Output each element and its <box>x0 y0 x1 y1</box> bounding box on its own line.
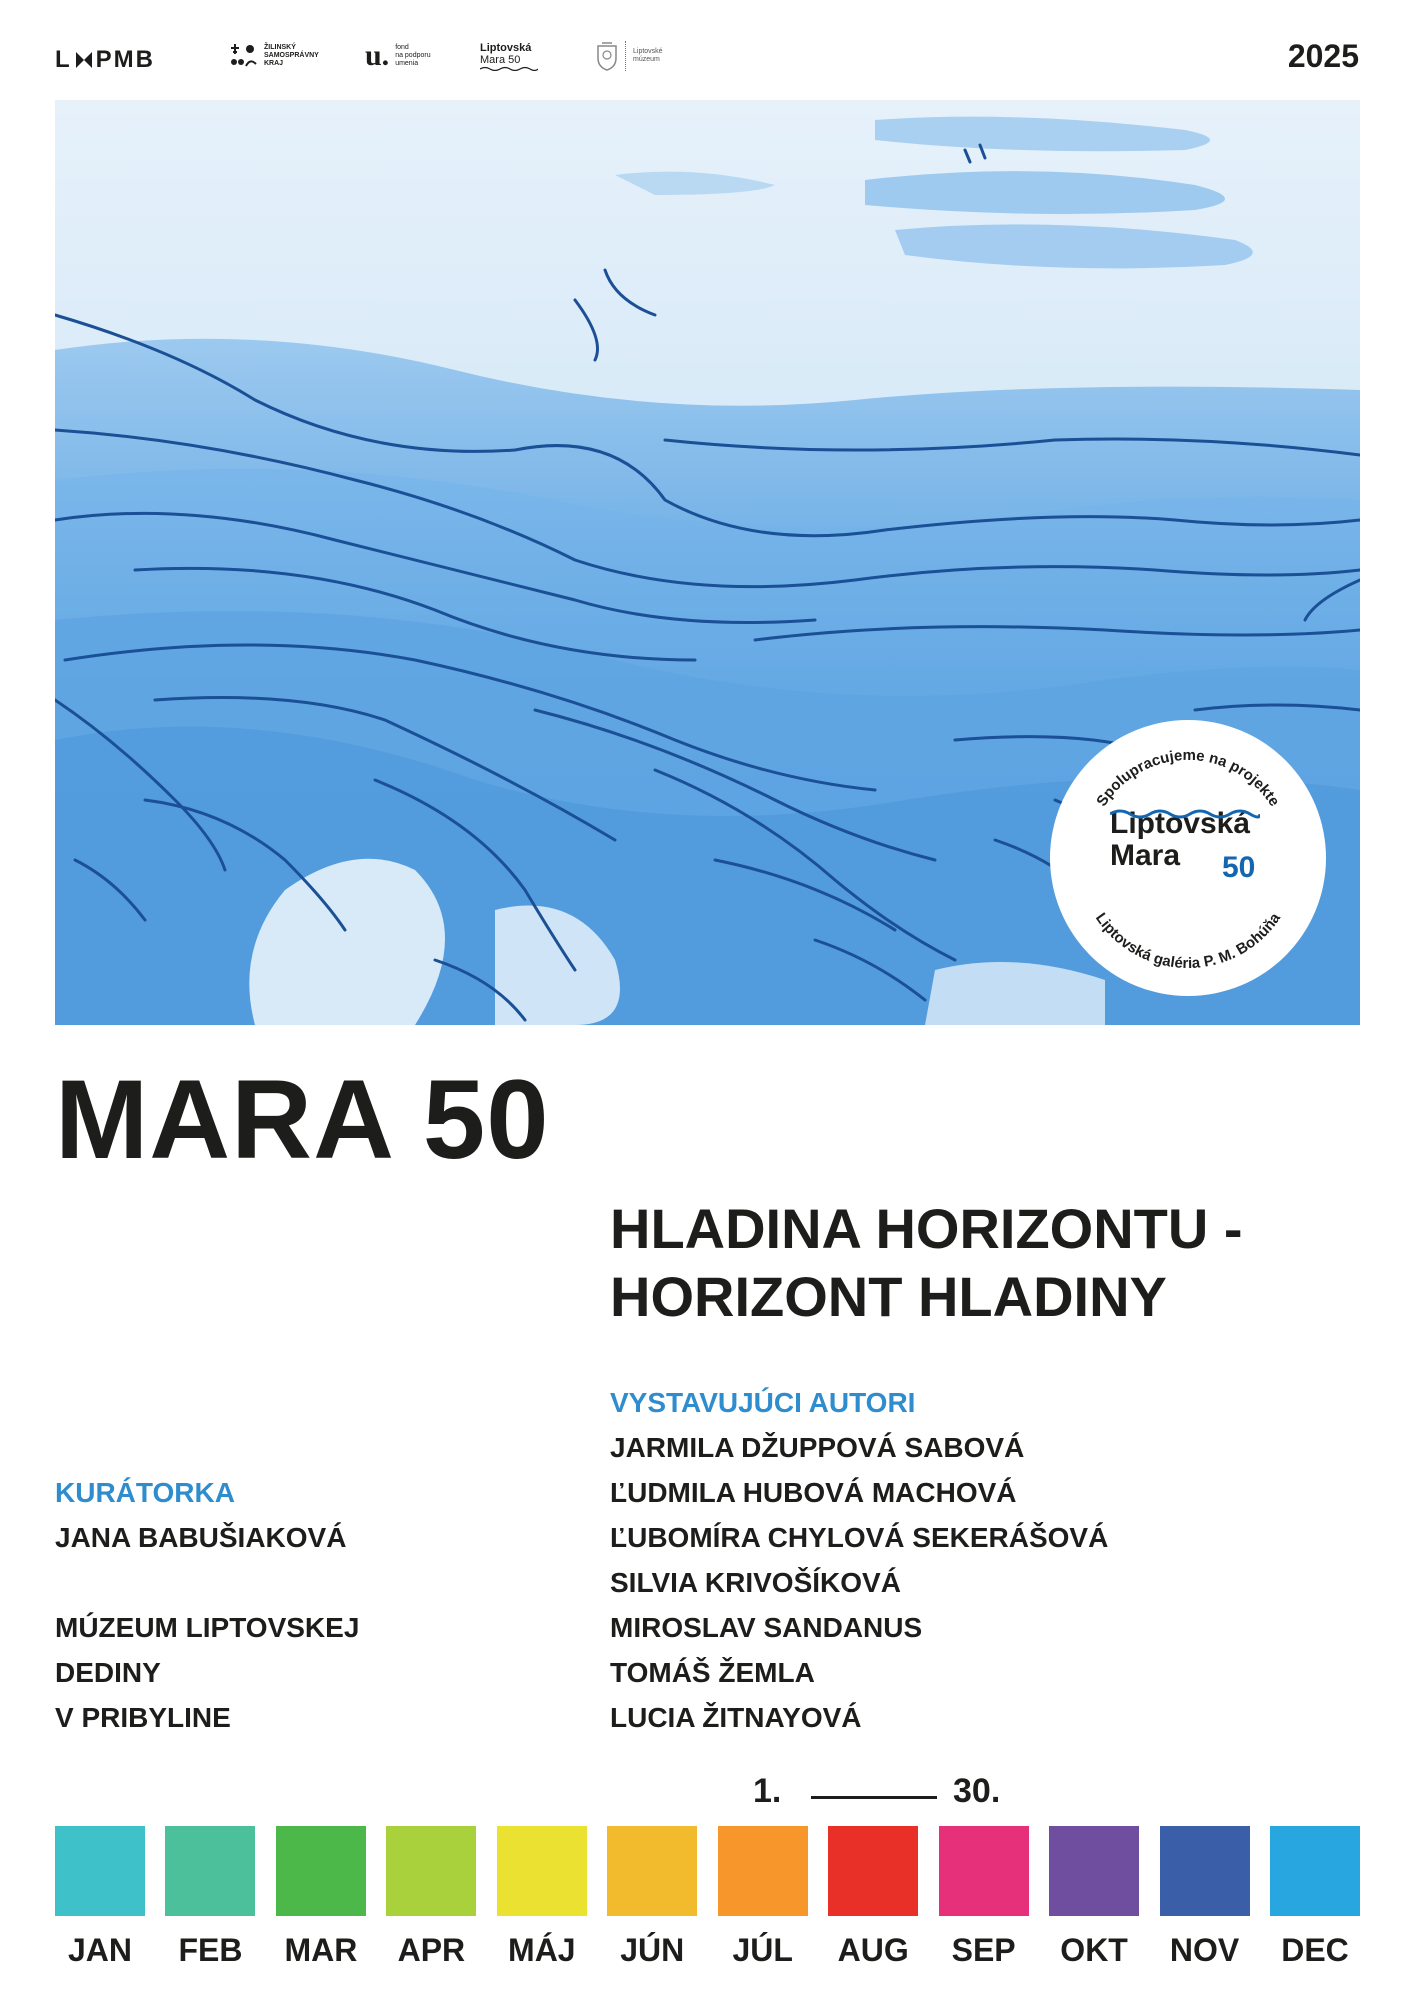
month-label: JAN <box>67 1932 132 1968</box>
month-label: JÚL <box>732 1932 793 1968</box>
badge-logo-number: 50 <box>1222 851 1256 884</box>
lgpmb-logo-right: PMB <box>95 46 156 73</box>
month-label: MÁJ <box>508 1932 576 1968</box>
month-feb <box>165 1826 255 1969</box>
author-item: ĽUDMILA HUBOVÁ MACHOVÁ <box>610 1477 1017 1508</box>
month-label: SEP <box>951 1932 1016 1968</box>
svg-text:Spolupracujeme na projekte <box>1093 747 1283 810</box>
date-range <box>753 1772 1013 1822</box>
liptovska-mara-logo <box>480 38 538 74</box>
author-item: JARMILA DŽUPPOVÁ SABOVÁ <box>610 1432 1025 1463</box>
fpu-text-2: na podporu <box>395 52 431 59</box>
lm-logo-line1: Liptovská <box>480 41 532 54</box>
author-item: ĽUBOMÍRA CHYLOVÁ SEKERÁŠOVÁ <box>610 1522 1109 1553</box>
venue-line2: DEDINY <box>55 1657 161 1688</box>
liptovske-muzeum-logo <box>595 38 663 74</box>
month-swatch <box>718 1826 808 1916</box>
month-jan <box>55 1826 145 1969</box>
museum-crest-icon <box>595 40 619 72</box>
badge-ring-top: Spolupracujeme na projekte <box>1093 746 1283 810</box>
lgpmb-logo <box>55 42 155 78</box>
month-swatch <box>939 1826 1029 1916</box>
month-label: AUG <box>837 1932 909 1968</box>
lm-logo-line2: Mara 50 <box>480 53 521 66</box>
authors-list <box>610 1425 1108 1740</box>
authors-section <box>610 1380 1108 1740</box>
month-label: MAR <box>284 1932 358 1968</box>
fpu-mark: u. <box>365 39 390 72</box>
hero-artwork <box>55 100 1360 1025</box>
date-end: 30. <box>953 1772 1001 1810</box>
lgpmb-logo-left: L <box>55 46 72 73</box>
curator-name: JANA BABUŠIAKOVÁ <box>55 1522 347 1553</box>
date-range-line <box>811 1796 937 1799</box>
month-label: JÚN <box>620 1932 685 1968</box>
month-mar <box>276 1826 366 1969</box>
zsk-text-2: SAMOSPRÁVNY <box>264 52 319 59</box>
month-máj <box>497 1826 587 1969</box>
month-label: NOV <box>1169 1932 1240 1968</box>
author-item: TOMÁŠ ŽEMLA <box>610 1657 815 1688</box>
month-swatch <box>165 1826 255 1916</box>
month-nov <box>1160 1826 1250 1969</box>
month-apr <box>386 1826 476 1969</box>
fond-na-podporu-umenia-logo <box>365 38 431 74</box>
curator-section <box>55 1470 359 1740</box>
museum-text-1: Liptovské <box>633 48 663 55</box>
badge-logo <box>1110 807 1270 884</box>
month-label: APR <box>397 1932 466 1968</box>
authors-label: VYSTAVUJÚCI AUTORI <box>610 1387 916 1418</box>
svg-text:Liptovská galéria P. M. Bohúňa <box>1092 909 1284 972</box>
month-aug <box>828 1826 918 1969</box>
badge-wave-icon <box>1110 808 1260 820</box>
date-start: 1. <box>753 1772 782 1810</box>
month-swatch <box>1049 1826 1139 1916</box>
month-swatch <box>276 1826 366 1916</box>
month-swatch <box>497 1826 587 1916</box>
partner-logos <box>55 38 705 78</box>
month-label: OKT <box>1060 1932 1128 1968</box>
page-title: MARA 50 <box>55 1057 550 1182</box>
badge-logo-line1: Liptovská <box>1110 807 1251 840</box>
month-label: DEC <box>1281 1932 1349 1968</box>
wave-icon <box>480 66 538 71</box>
fpu-text-3: umenia <box>395 60 419 67</box>
museum-divider <box>625 41 627 71</box>
subtitle-line1: HLADINA HORIZONTU - <box>610 1197 1243 1260</box>
exhibition-subtitle <box>610 1195 1243 1331</box>
venue-line1: MÚZEUM LIPTOVSKEJ <box>55 1612 360 1643</box>
month-swatch <box>1270 1826 1360 1916</box>
zsk-text-1: ŽILINSKÝ <box>264 44 296 51</box>
author-item: MIROSLAV SANDANUS <box>610 1612 923 1643</box>
month-label: FEB <box>178 1932 243 1968</box>
month-okt <box>1049 1826 1139 1969</box>
author-item: SILVIA KRIVOŠÍKOVÁ <box>610 1567 901 1598</box>
curator-label: KURÁTORKA <box>55 1477 235 1508</box>
month-swatch <box>386 1826 476 1916</box>
zsk-text-3: KRAJ <box>264 60 284 67</box>
zilinsky-kraj-logo <box>230 38 319 74</box>
month-swatch <box>1160 1826 1250 1916</box>
fpu-text-1: fond <box>395 44 409 51</box>
zsk-emblem-icon <box>230 42 260 70</box>
partner-badge <box>1050 720 1326 996</box>
venue-line3: V PRIBYLINE <box>55 1702 231 1733</box>
museum-text-2: múzeum <box>633 56 660 63</box>
month-swatch <box>828 1826 918 1916</box>
author-item: LUCIA ŽITNAYOVÁ <box>610 1702 862 1733</box>
month-calendar <box>55 1826 1360 1969</box>
year: 2025 <box>1287 38 1359 74</box>
month-sep <box>939 1826 1029 1969</box>
badge-ring-bottom: Liptovská galéria P. M. Bohúňa <box>1092 909 1284 973</box>
subtitle-line2: HORIZONT HLADINY <box>610 1265 1167 1328</box>
month-júl <box>718 1826 808 1969</box>
month-jún <box>607 1826 697 1969</box>
month-dec <box>1270 1826 1360 1969</box>
badge-logo-line2: Mara <box>1110 839 1181 872</box>
lgpmb-mark-icon <box>74 50 94 70</box>
month-swatch <box>55 1826 145 1916</box>
month-swatch <box>607 1826 697 1916</box>
venue <box>55 1605 359 1740</box>
